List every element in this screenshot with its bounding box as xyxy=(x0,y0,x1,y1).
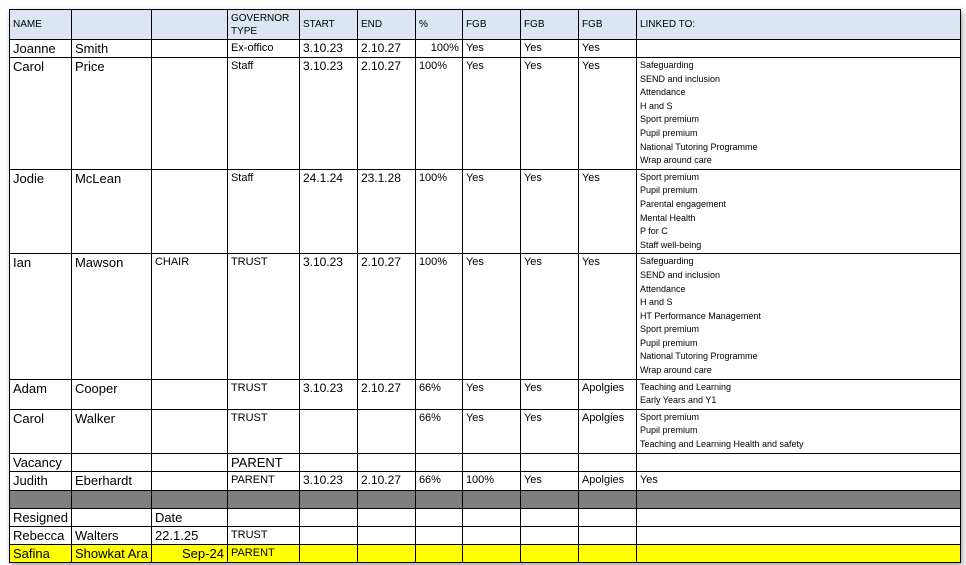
header-linked-to: LINKED TO: xyxy=(636,10,960,40)
fgb3-cell: Yes xyxy=(578,40,636,58)
fgb1-cell: Yes xyxy=(462,254,520,379)
first-name-cell: Carol xyxy=(10,58,72,170)
end-cell: 2.10.27 xyxy=(357,471,415,490)
linked-cell xyxy=(636,58,960,170)
linked-cell xyxy=(636,379,960,409)
table-row xyxy=(10,526,961,544)
fgb3-cell: Yes xyxy=(578,58,636,170)
role-cell xyxy=(151,379,227,409)
resigned-header-row xyxy=(10,508,961,526)
linked-item: H and S xyxy=(639,297,673,308)
table-row xyxy=(10,453,961,471)
first-name-cell: Carol xyxy=(10,409,72,453)
linked-item: Early Years and Y1 xyxy=(639,395,717,406)
linked-item: Staff well-being xyxy=(639,239,702,250)
fgb3-cell xyxy=(578,453,636,471)
fgb3-cell: Apolgies xyxy=(578,379,636,409)
last-name-cell: Showkat Ara xyxy=(71,544,151,562)
fgb2-cell xyxy=(520,453,578,471)
fgb1-cell: Yes xyxy=(462,409,520,453)
table-row xyxy=(10,544,961,562)
role-cell xyxy=(151,40,227,58)
role-cell xyxy=(151,58,227,170)
date-cell: Sep-24 xyxy=(151,544,227,562)
fgb3-cell: Apolgies xyxy=(578,409,636,453)
governors-spreadsheet xyxy=(9,9,961,563)
end-cell xyxy=(357,453,415,471)
linked-item: Pupil premium xyxy=(639,337,698,348)
start-cell: 24.1.24 xyxy=(299,169,357,254)
percent-cell: 66% xyxy=(415,471,462,490)
linked-item: P for C xyxy=(639,226,668,237)
linked-item: H and S xyxy=(639,100,673,111)
last-name-cell xyxy=(71,453,151,471)
governors-table xyxy=(9,9,961,563)
fgb2-cell: Yes xyxy=(520,409,578,453)
linked-item: Teaching and Learning xyxy=(639,381,732,392)
fgb1-cell: Yes xyxy=(462,379,520,409)
last-name-cell: Mawson xyxy=(71,254,151,379)
start-cell: 3.10.23 xyxy=(299,58,357,170)
type-cell: PARENT xyxy=(227,471,299,490)
fgb1-cell: Yes xyxy=(462,40,520,58)
type-cell: Staff xyxy=(227,169,299,254)
role-cell xyxy=(151,471,227,490)
table-row xyxy=(10,254,961,379)
percent-cell: 66% xyxy=(415,379,462,409)
linked-item: Parental engagement xyxy=(639,198,726,209)
fgb2-cell: Yes xyxy=(520,379,578,409)
header-name: NAME xyxy=(10,10,72,40)
end-cell: 2.10.27 xyxy=(357,254,415,379)
linked-item: Sport premium xyxy=(639,171,699,182)
linked-item: National Tutoring Programme xyxy=(639,351,758,362)
start-cell xyxy=(299,409,357,453)
linked-item: Attendance xyxy=(639,87,686,98)
linked-item: Safeguarding xyxy=(639,256,694,267)
linked-cell: Yes xyxy=(636,471,960,490)
first-name-cell: Jodie xyxy=(10,169,72,254)
header-fgb: FGB xyxy=(462,10,520,40)
type-cell: TRUST xyxy=(227,409,299,453)
linked-item: Pupil premium xyxy=(639,127,698,138)
linked-item: SEND and inclusion xyxy=(639,269,720,280)
linked-item: National Tutoring Programme xyxy=(639,141,758,152)
linked-cell xyxy=(636,40,960,58)
fgb3-cell: Yes xyxy=(578,169,636,254)
type-cell: TRUST xyxy=(227,254,299,379)
role-cell xyxy=(151,409,227,453)
header-blank xyxy=(71,10,151,40)
resigned-label: Resigned xyxy=(10,508,72,526)
first-name-cell: Judith xyxy=(10,471,72,490)
linked-item: Wrap around care xyxy=(639,155,712,166)
type-cell: PARENT xyxy=(227,453,299,471)
last-name-cell: Price xyxy=(71,58,151,170)
first-name-cell: Safina xyxy=(10,544,72,562)
header-start: START xyxy=(299,10,357,40)
header-end: END xyxy=(357,10,415,40)
linked-cell xyxy=(636,254,960,379)
header-fgb: FGB xyxy=(520,10,578,40)
percent-cell: 100% xyxy=(415,58,462,170)
linked-item: Mental Health xyxy=(639,212,696,223)
header-row xyxy=(10,10,961,40)
date-cell: 22.1.25 xyxy=(151,526,227,544)
linked-item: Sport premium xyxy=(639,114,699,125)
linked-item: Teaching and Learning Health and safety xyxy=(639,439,804,450)
header-fgb: FGB xyxy=(578,10,636,40)
header-percent: % xyxy=(415,10,462,40)
fgb1-cell: Yes xyxy=(462,58,520,170)
first-name-cell: Joanne xyxy=(10,40,72,58)
last-name-cell: Cooper xyxy=(71,379,151,409)
date-label: Date xyxy=(151,508,227,526)
table-row xyxy=(10,409,961,453)
fgb3-cell: Apolgies xyxy=(578,471,636,490)
percent-cell: 100% xyxy=(415,169,462,254)
linked-cell xyxy=(636,453,960,471)
first-name-cell: Rebecca xyxy=(10,526,72,544)
table-row xyxy=(10,169,961,254)
role-cell xyxy=(151,453,227,471)
percent-cell: 66% xyxy=(415,409,462,453)
header-blank xyxy=(151,10,227,40)
table-row xyxy=(10,379,961,409)
linked-item: Pupil premium xyxy=(639,185,698,196)
fgb2-cell: Yes xyxy=(520,471,578,490)
percent-cell: 100% xyxy=(415,40,462,58)
type-cell: PARENT xyxy=(227,544,299,562)
type-cell: Ex-offico xyxy=(227,40,299,58)
end-cell: 23.1.28 xyxy=(357,169,415,254)
fgb2-cell: Yes xyxy=(520,58,578,170)
start-cell xyxy=(299,453,357,471)
separator-row xyxy=(10,490,961,508)
type-cell: TRUST xyxy=(227,526,299,544)
end-cell: 2.10.27 xyxy=(357,379,415,409)
start-cell: 3.10.23 xyxy=(299,254,357,379)
fgb1-cell xyxy=(462,453,520,471)
last-name-cell: Smith xyxy=(71,40,151,58)
header-governor-type: GOVERNOR TYPE xyxy=(227,10,299,40)
start-cell: 3.10.23 xyxy=(299,379,357,409)
linked-item: SEND and inclusion xyxy=(639,73,720,84)
role-cell: CHAIR xyxy=(151,254,227,379)
linked-item: Sport premium xyxy=(639,411,699,422)
end-cell: 2.10.27 xyxy=(357,40,415,58)
fgb3-cell: Yes xyxy=(578,254,636,379)
fgb2-cell: Yes xyxy=(520,40,578,58)
role-cell xyxy=(151,169,227,254)
table-row xyxy=(10,40,961,58)
fgb1-cell: Yes xyxy=(462,169,520,254)
type-cell: TRUST xyxy=(227,379,299,409)
fgb1-cell: 100% xyxy=(462,471,520,490)
linked-item: Wrap around care xyxy=(639,365,712,376)
end-cell xyxy=(357,409,415,453)
end-cell: 2.10.27 xyxy=(357,58,415,170)
first-name-cell: Adam xyxy=(10,379,72,409)
type-cell: Staff xyxy=(227,58,299,170)
last-name-cell: McLean xyxy=(71,169,151,254)
start-cell: 3.10.23 xyxy=(299,40,357,58)
last-name-cell: Eberhardt xyxy=(71,471,151,490)
fgb2-cell: Yes xyxy=(520,254,578,379)
linked-item: Attendance xyxy=(639,283,686,294)
linked-item: Safeguarding xyxy=(639,60,694,70)
linked-item: Pupil premium xyxy=(639,425,698,436)
start-cell: 3.10.23 xyxy=(299,471,357,490)
table-row xyxy=(10,58,961,170)
linked-item: HT Performance Management xyxy=(639,310,761,321)
percent-cell: 100% xyxy=(415,254,462,379)
linked-cell xyxy=(636,169,960,254)
percent-cell xyxy=(415,453,462,471)
first-name-cell: Vacancy xyxy=(10,453,72,471)
last-name-cell: Walters xyxy=(71,526,151,544)
table-row xyxy=(10,471,961,490)
linked-item: Sport premium xyxy=(639,324,699,335)
fgb2-cell: Yes xyxy=(520,169,578,254)
first-name-cell: Ian xyxy=(10,254,72,379)
last-name-cell: Walker xyxy=(71,409,151,453)
linked-cell xyxy=(636,409,960,453)
